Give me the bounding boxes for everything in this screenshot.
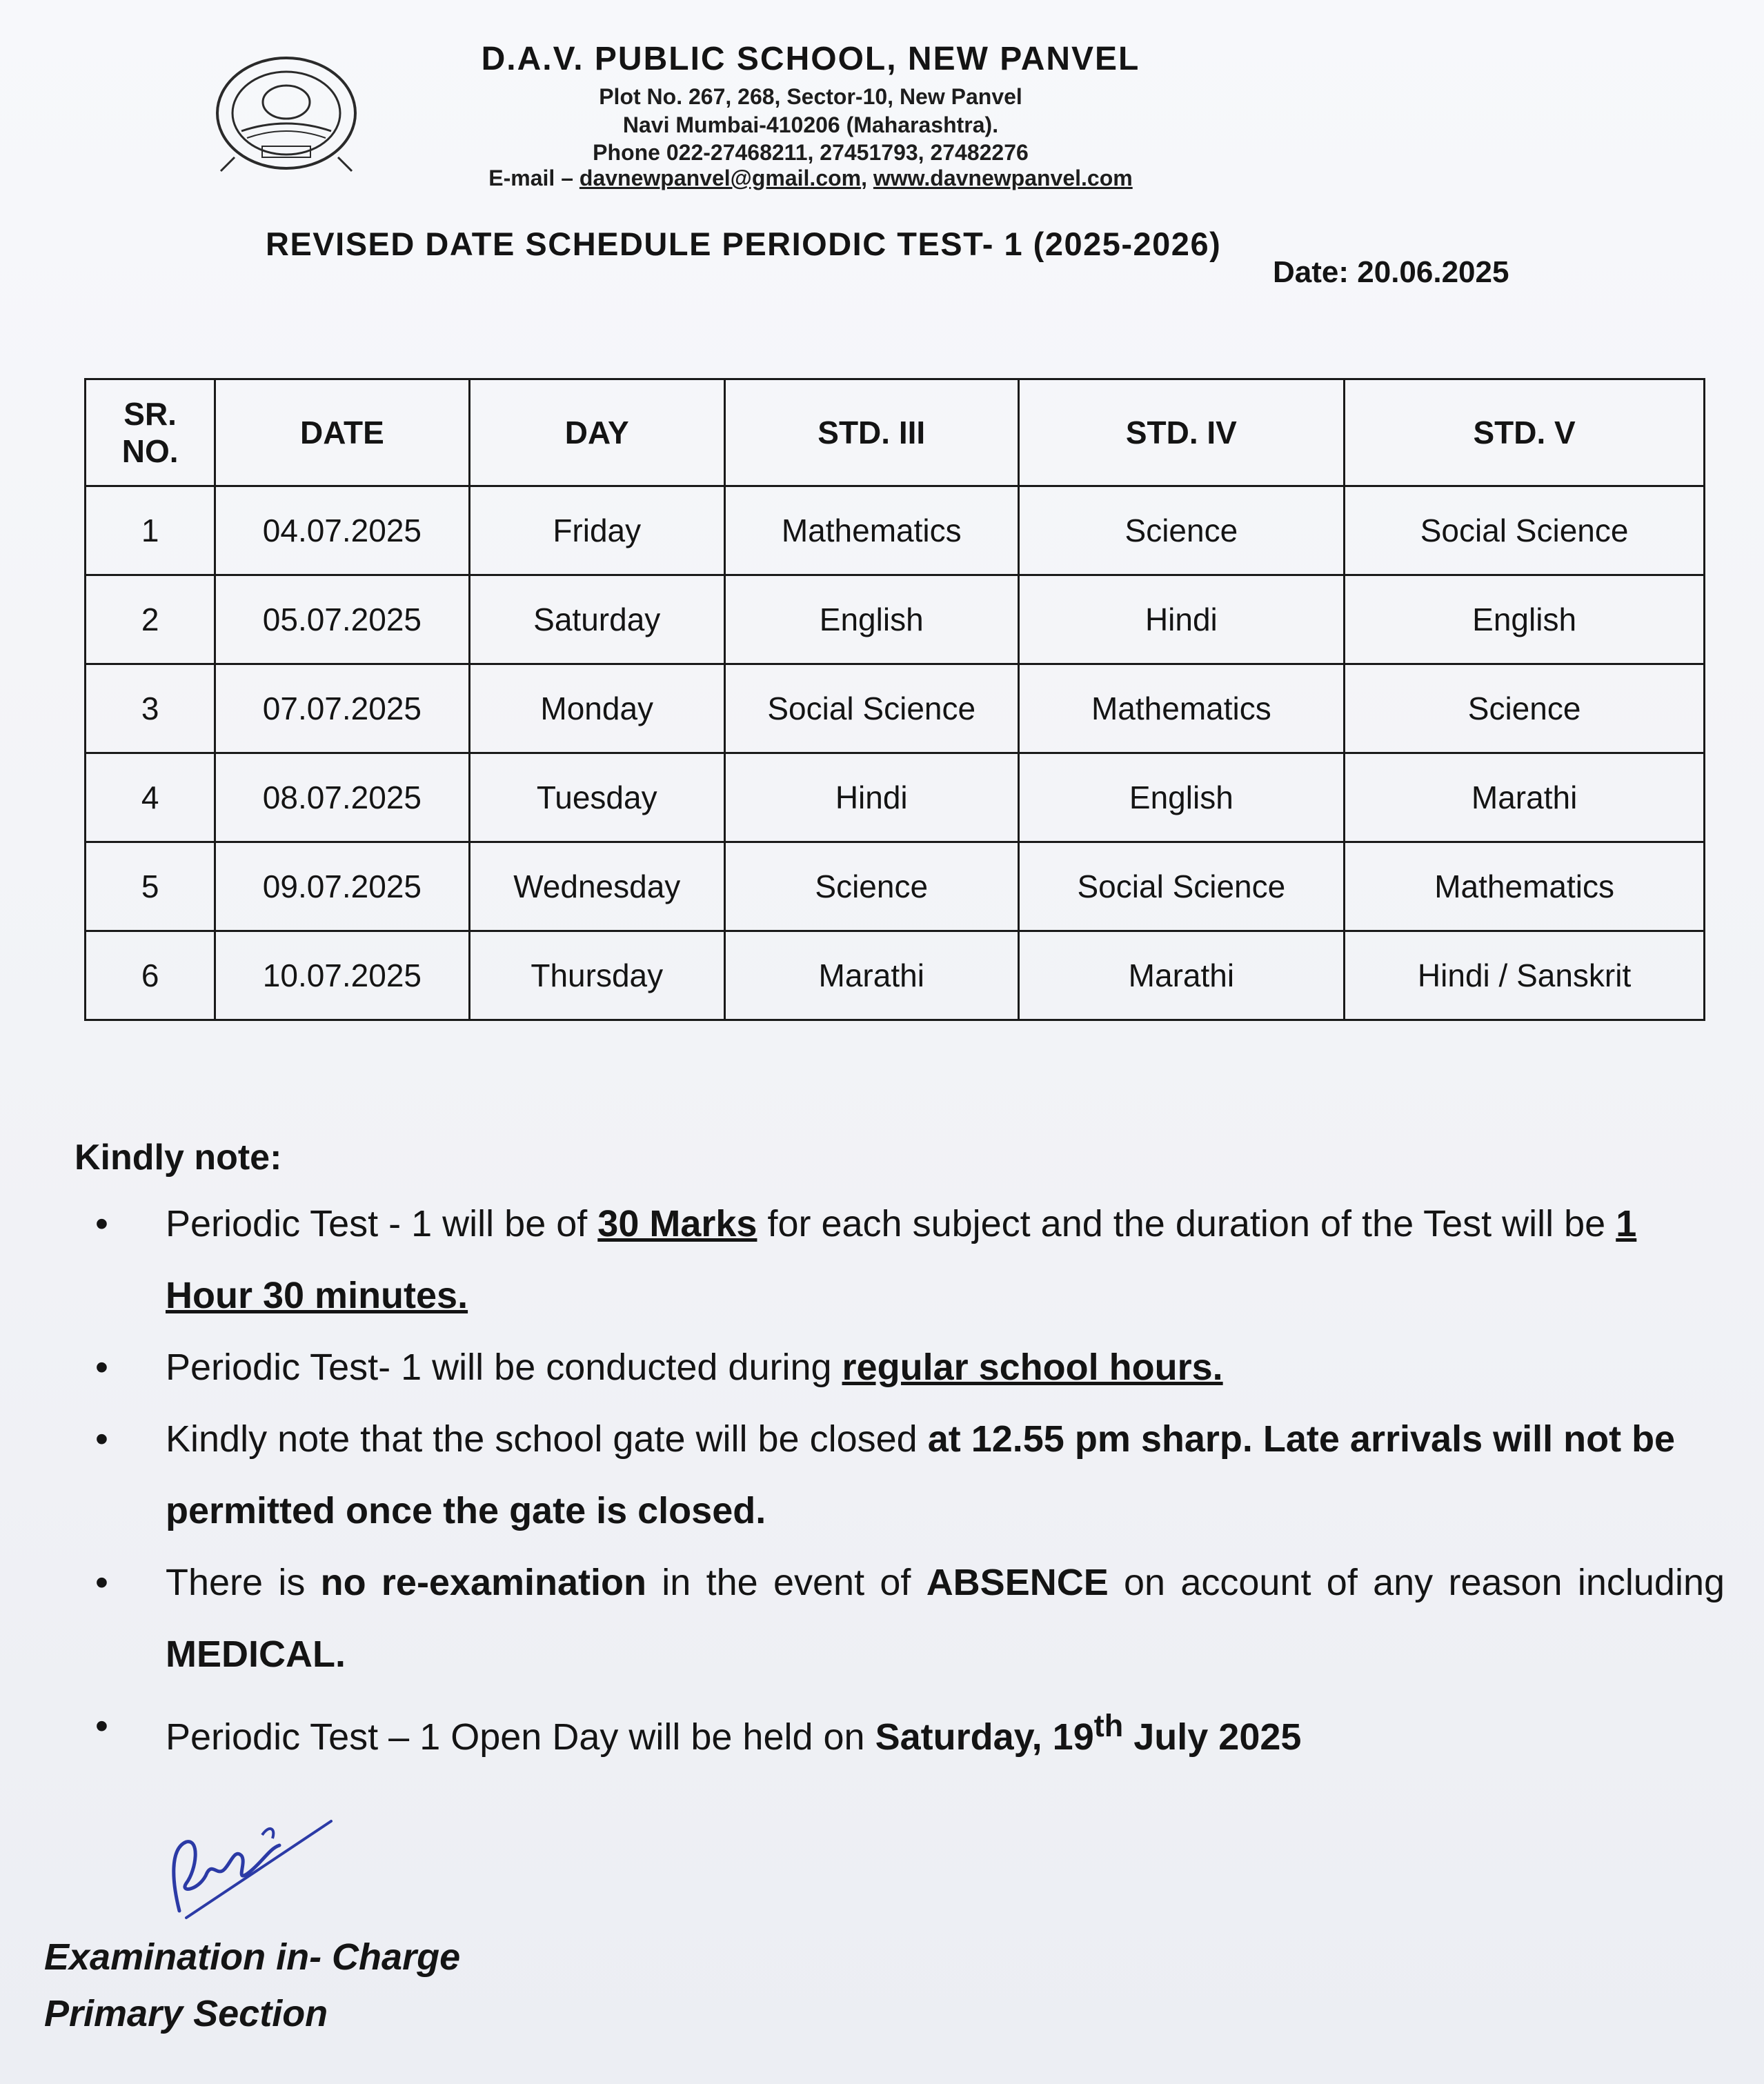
email-link[interactable]: davnewpanvel@gmail.com — [579, 166, 862, 190]
bullet-icon: • — [95, 1347, 108, 1388]
list-item — [69, 1331, 1725, 1403]
cell-std5: English — [1345, 575, 1705, 664]
notes-list — [69, 1188, 1725, 1773]
address-line-2: Navi Mumbai-410206 (Maharashtra). — [622, 112, 999, 137]
cell-std4: Mathematics — [1018, 664, 1345, 753]
table-row — [86, 753, 1705, 842]
cell-date: 08.07.2025 — [215, 753, 469, 842]
contact-separator: , — [861, 166, 873, 190]
table-row — [86, 842, 1705, 931]
cell-date: 07.07.2025 — [215, 664, 469, 753]
handwritten-signature — [159, 1807, 338, 1938]
cell-std4: Social Science — [1018, 842, 1345, 931]
cell-std3: Mathematics — [724, 486, 1018, 575]
note-emphasis: July 2025 — [1123, 1716, 1302, 1758]
note-text: Periodic Test – 1 Open Day will be held on — [166, 1716, 875, 1758]
cell-day: Monday — [469, 664, 724, 753]
email-label: E-mail – — [488, 166, 579, 190]
header-date: DATE — [215, 379, 469, 486]
cell-std4: Science — [1018, 486, 1345, 575]
notes-heading: Kindly note: — [75, 1138, 282, 1178]
header-sr-line2: NO. — [121, 433, 179, 469]
note-text: Kindly note that the school gate will be closed — [166, 1418, 928, 1460]
cell-std3: Science — [724, 842, 1018, 931]
contact-line — [386, 166, 1235, 191]
note-text: on account of any reason including — [1108, 1562, 1725, 1603]
bullet-icon: • — [95, 1562, 108, 1603]
school-name: D.A.V. PUBLIC SCHOOL, NEW PANVEL — [481, 41, 1140, 77]
list-item — [69, 1403, 1725, 1547]
table-row — [86, 664, 1705, 753]
note-text: in the event of — [646, 1562, 926, 1603]
address-line-1: Plot No. 267, 268, Sector-10, New Panvel — [599, 84, 1022, 109]
note-emphasis: ABSENCE — [926, 1562, 1109, 1603]
school-seal-logo — [214, 54, 359, 172]
cell-date: 05.07.2025 — [215, 575, 469, 664]
cell-date: 09.07.2025 — [215, 842, 469, 931]
signatory-role: Examination in- Charge — [44, 1936, 461, 1978]
page-title: REVISED DATE SCHEDULE PERIODIC TEST- 1 (2025-2026) — [266, 226, 1222, 262]
cell-sr: 4 — [86, 753, 215, 842]
cell-date: 04.07.2025 — [215, 486, 469, 575]
cell-sr: 2 — [86, 575, 215, 664]
cell-std5: Social Science — [1345, 486, 1705, 575]
cell-sr: 5 — [86, 842, 215, 931]
note-text: for each subject and the duration of the Test will be — [757, 1203, 1616, 1244]
note-emphasis: 30 Marks — [597, 1203, 757, 1244]
note-emphasis: at 12.55 pm sharp. Late arrivals will not be permitted once the gate is closed. — [166, 1418, 1676, 1531]
cell-day: Thursday — [469, 931, 724, 1020]
bullet-icon: • — [95, 1705, 108, 1747]
table-header-row — [86, 379, 1705, 486]
header-std4: STD. IV — [1018, 379, 1345, 486]
list-item — [69, 1547, 1725, 1690]
cell-std5: Science — [1345, 664, 1705, 753]
cell-day: Tuesday — [469, 753, 724, 842]
bullet-icon: • — [95, 1203, 108, 1244]
header-day: DAY — [469, 379, 724, 486]
cell-date: 10.07.2025 — [215, 931, 469, 1020]
note-emphasis: Saturday, 19 — [875, 1716, 1094, 1758]
header-std5: STD. V — [1345, 379, 1705, 486]
list-item — [69, 1188, 1725, 1331]
note-text: Periodic Test- 1 will be conducted during — [166, 1347, 842, 1388]
cell-std5: Hindi / Sanskrit — [1345, 931, 1705, 1020]
note-emphasis: MEDICAL. — [166, 1634, 346, 1675]
document-date: Date: 20.06.2025 — [1273, 255, 1509, 289]
cell-std5: Mathematics — [1345, 842, 1705, 931]
bullet-icon: • — [95, 1418, 108, 1460]
header-sr-no — [86, 379, 215, 486]
note-superscript: th — [1093, 1708, 1124, 1743]
phone-line: Phone 022-27468211, 27451793, 27482276 — [593, 140, 1029, 165]
cell-std4: Hindi — [1018, 575, 1345, 664]
note-text: Periodic Test - 1 will be of — [166, 1203, 598, 1244]
cell-sr: 3 — [86, 664, 215, 753]
note-emphasis: no re-examination — [320, 1562, 647, 1603]
header-std3: STD. III — [724, 379, 1018, 486]
cell-sr: 1 — [86, 486, 215, 575]
table-row — [86, 486, 1705, 575]
cell-day: Saturday — [469, 575, 724, 664]
cell-sr: 6 — [86, 931, 215, 1020]
cell-std3: English — [724, 575, 1018, 664]
website-link[interactable]: www.davnewpanvel.com — [873, 166, 1133, 190]
note-emphasis: 1 Hour 30 minutes. — [166, 1203, 1637, 1316]
cell-std3: Social Science — [724, 664, 1018, 753]
note-text: There is — [166, 1562, 321, 1603]
table-row — [86, 931, 1705, 1020]
signatory-section: Primary Section — [44, 1993, 328, 2034]
cell-std3: Marathi — [724, 931, 1018, 1020]
cell-day: Wednesday — [469, 842, 724, 931]
header-sr-line1: SR. — [123, 396, 177, 432]
cell-std5: Marathi — [1345, 753, 1705, 842]
cell-std4: Marathi — [1018, 931, 1345, 1020]
schedule-table — [84, 378, 1705, 1021]
list-item — [69, 1690, 1725, 1773]
cell-std4: English — [1018, 753, 1345, 842]
note-emphasis: regular school hours. — [842, 1347, 1223, 1388]
cell-std3: Hindi — [724, 753, 1018, 842]
cell-day: Friday — [469, 486, 724, 575]
table-row — [86, 575, 1705, 664]
